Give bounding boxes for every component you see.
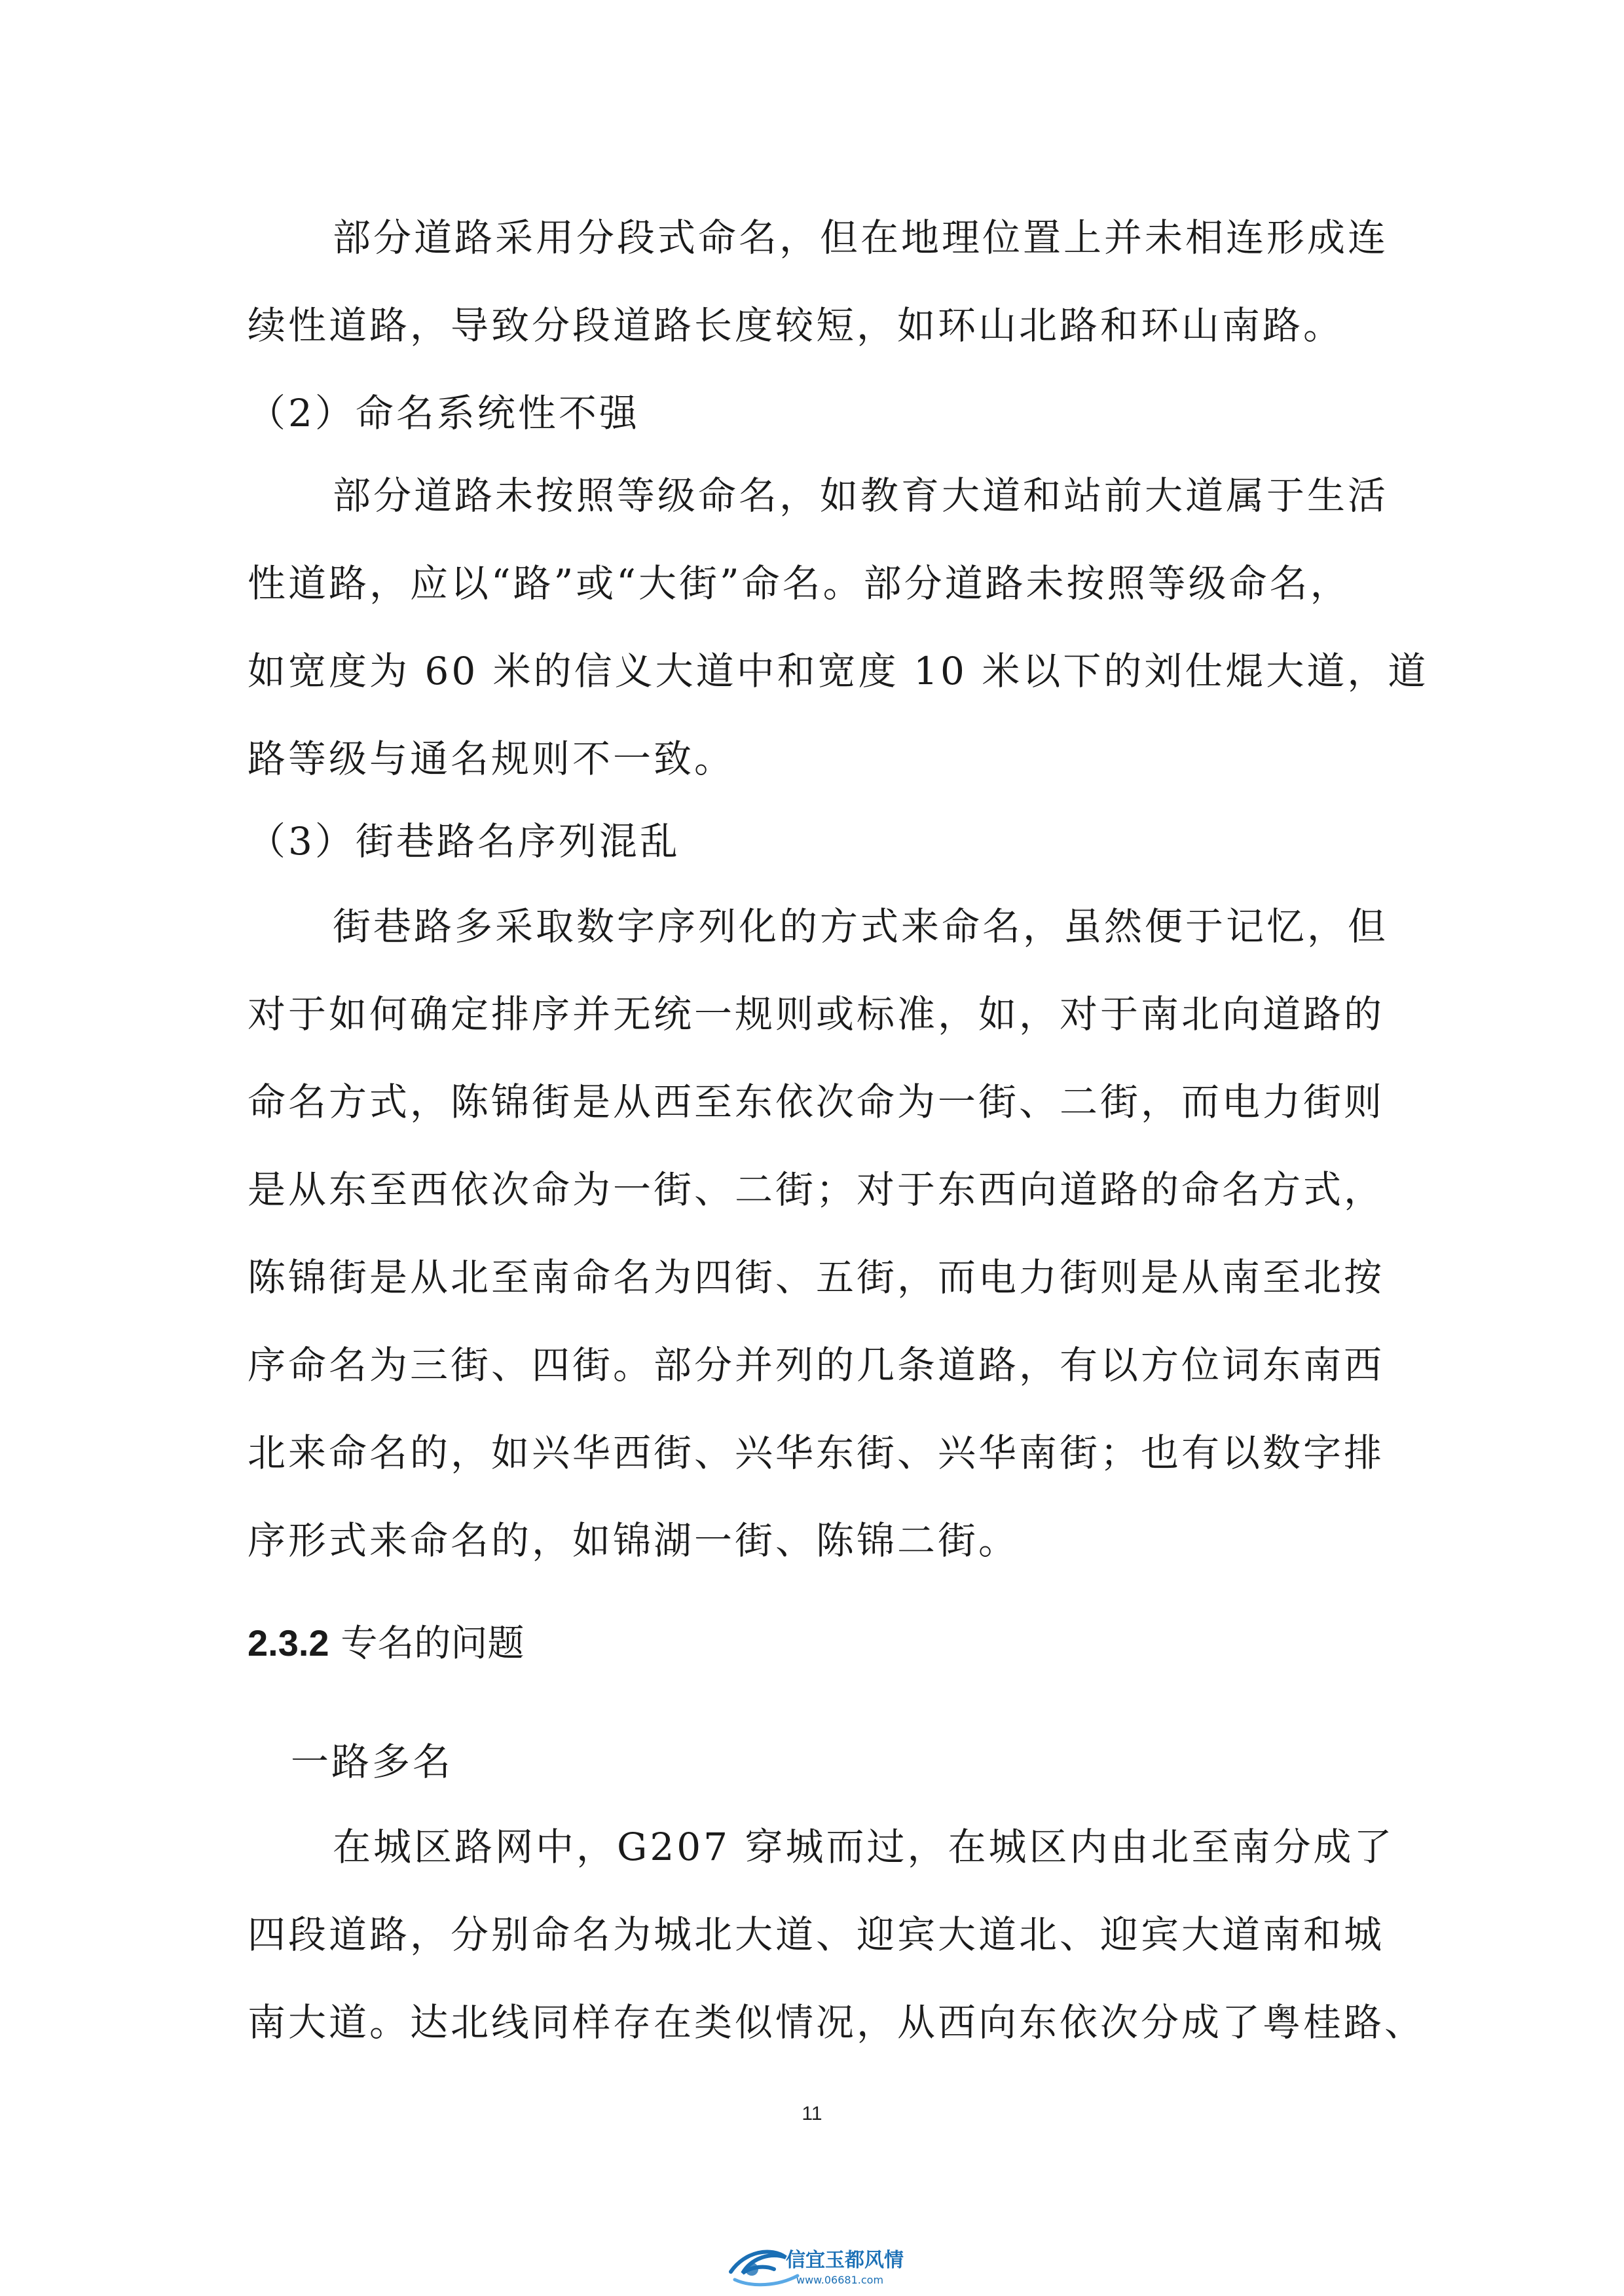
watermark-url: www.06681.com [796,2274,884,2286]
paragraph-line: 部分道路采用分段式命名，但在地理位置上并未相连形成连 [333,215,1389,260]
paragraph-line: 序命名为三街、四街。部分并列的几条道路，有以方位词东南西 [248,1343,1385,1387]
watermark-swoosh-icon [726,2238,915,2293]
paragraph-line: 续性道路，导致分段道路长度较短，如环山北路和环山南路。 [248,303,1344,348]
paragraph-line: 路等级与通名规则不一致。 [248,737,735,781]
page-number: 11 [802,2103,822,2124]
paragraph-line: 南大道。达北线同样存在类似情况，从西向东依次分成了粤桂路、 [248,2000,1426,2045]
paragraph-line: 陈锦街是从北至南命名为四街、五街，而电力街则是从南至北按 [248,1255,1385,1300]
paragraph-line: 是从东至西依次命为一街、二街；对于东西向道路的命名方式， [248,1167,1385,1212]
section-title: 专名的问题 [341,1622,525,1665]
subheading-line: （2）命名系统性不强 [248,391,640,435]
paragraph-line: 命名方式，陈锦街是从西至东依次命为一街、二街，而电力街则 [248,1080,1385,1124]
paragraph-line: 性道路，应以“路”或“大街”命名。部分道路未按照等级命名， [248,561,1351,606]
paragraph-line: 序形式来命名的，如锦湖一街、陈锦二街。 [248,1518,1020,1563]
paragraph-line: 在城区路网中，G207 穿城而过，在城区内由北至南分成了 [333,1825,1395,1869]
paragraph-line: 四段道路，分别命名为城北大道、迎宾大道北、迎宾大道南和城 [248,1912,1385,1957]
paragraph-line: 如宽度为 60 米的信义大道中和宽度 10 米以下的刘仕焜大道，道 [248,649,1429,693]
subheading-line: 一路多名 [291,1740,454,1784]
paragraph-line: 部分道路未按照等级命名，如教育大道和站前大道属于生活 [333,473,1389,518]
watermark-logo [726,2238,915,2293]
paragraph-line: 街巷路多采取数字序列化的方式来命名，虽然便于记忆，但 [333,904,1389,949]
subheading-line: （3）街巷路名序列混乱 [248,819,680,864]
section-heading [248,1617,524,1670]
paragraph-line: 北来命名的，如兴华西街、兴华东街、兴华南街；也有以数字排 [248,1430,1385,1475]
watermark-text: 信宜玉都风情 [786,2249,904,2272]
section-number: 2.3.2 [248,1622,329,1664]
paragraph-line: 对于如何确定排序并无统一规则或标准，如，对于南北向道路的 [248,992,1385,1036]
